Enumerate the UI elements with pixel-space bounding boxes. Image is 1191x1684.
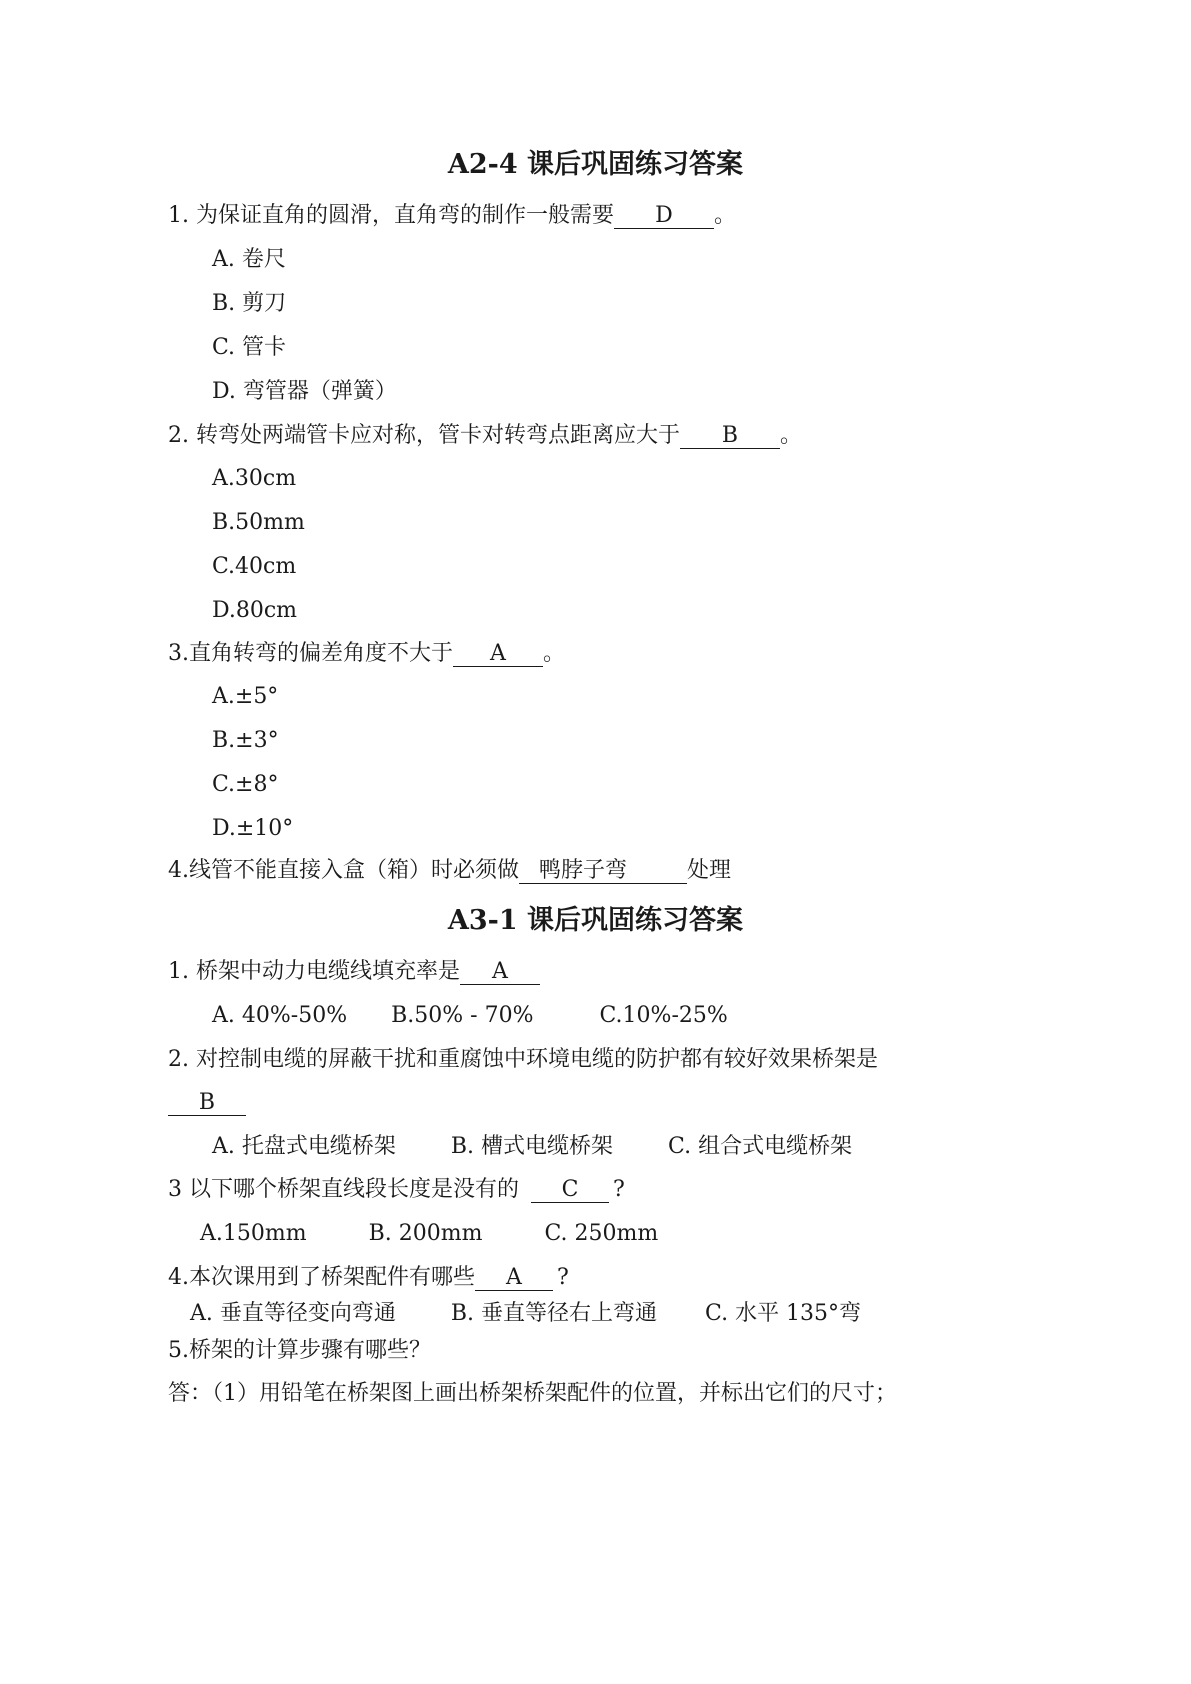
option: B. 槽式电缆桥架 xyxy=(450,1134,614,1159)
option-row xyxy=(190,1300,861,1328)
option-row xyxy=(212,1133,852,1161)
answer-blank: C xyxy=(531,1178,609,1203)
section-title: A2-4 课后巩固练习答案 xyxy=(447,149,744,180)
option-row xyxy=(200,1220,658,1248)
question-1: 1. 为保证直角的圆滑，直角弯的制作一般需要 D 。 xyxy=(168,203,737,228)
question-3: 3.直角转弯的偏差角度不大于 A 。 xyxy=(168,641,566,666)
option: C. 组合式电缆桥架 xyxy=(668,1134,853,1159)
question-4: 4.线管不能直接入盒（箱）时必须做 鸭脖子弯 处理 xyxy=(168,858,732,883)
option: B. 垂直等径右上弯通 xyxy=(450,1301,658,1326)
option: A. 托盘式电缆桥架 xyxy=(212,1134,396,1159)
answer-blank: B xyxy=(680,424,780,449)
option: A.30cm xyxy=(212,466,297,491)
option: B.50% - 70% xyxy=(391,1003,534,1028)
option: D.80cm xyxy=(212,598,298,623)
option: C.10%-25% xyxy=(599,1003,728,1028)
answer-blank: 鸭脖子弯 xyxy=(519,859,687,884)
answer-blank: B xyxy=(168,1091,246,1116)
option: B. 200mm xyxy=(368,1221,483,1246)
option: B.50mm xyxy=(212,510,305,535)
option: C.40cm xyxy=(212,554,297,579)
option: B.±3° xyxy=(212,728,279,753)
answer-blank: A xyxy=(475,1266,553,1291)
answer-blank: A xyxy=(453,642,543,667)
question-5: 5.桥架的计算步骤有哪些？ xyxy=(168,1338,431,1363)
option: D.±10° xyxy=(212,816,294,841)
section-title: A3-1 课后巩固练习答案 xyxy=(447,905,744,936)
question-2: 2. 对控制电缆的屏蔽干扰和重腐蚀中环境电缆的防护都有较好效果桥架是 xyxy=(168,1047,878,1072)
question-2-answer-line xyxy=(168,1089,246,1117)
option: C. 管卡 xyxy=(212,335,287,360)
question-4: 4.本次课用到了桥架配件有哪些 A ? xyxy=(168,1265,569,1290)
question-2: 2. 转弯处两端管卡应对称，管卡对转弯点距离应大于 B 。 xyxy=(168,423,803,448)
option: C.±8° xyxy=(212,772,279,797)
option: A.150mm xyxy=(200,1221,307,1246)
option-row xyxy=(212,1002,728,1030)
option: C. 250mm xyxy=(544,1221,659,1246)
question-1: 1. 桥架中动力电缆线填充率是 A xyxy=(168,958,540,986)
answer-blank: A xyxy=(460,960,540,985)
option: A. 卷尺 xyxy=(212,247,286,272)
option: B. 剪刀 xyxy=(212,291,287,316)
answer-blank: D xyxy=(614,204,714,229)
option: A.±5° xyxy=(212,684,279,709)
question-3: 3 以下哪个桥架直线段长度是没有的 C ? xyxy=(168,1177,625,1202)
answer-text: 答：（1）用铅笔在桥架图上画出桥架桥架配件的位置，并标出它们的尺寸； xyxy=(168,1381,897,1406)
option: A. 40%-50% xyxy=(212,1003,348,1028)
option: A. 垂直等径变向弯通 xyxy=(190,1301,396,1326)
option: C. 水平 135°弯 xyxy=(705,1301,862,1326)
option: D. 弯管器（弹簧） xyxy=(212,379,397,404)
